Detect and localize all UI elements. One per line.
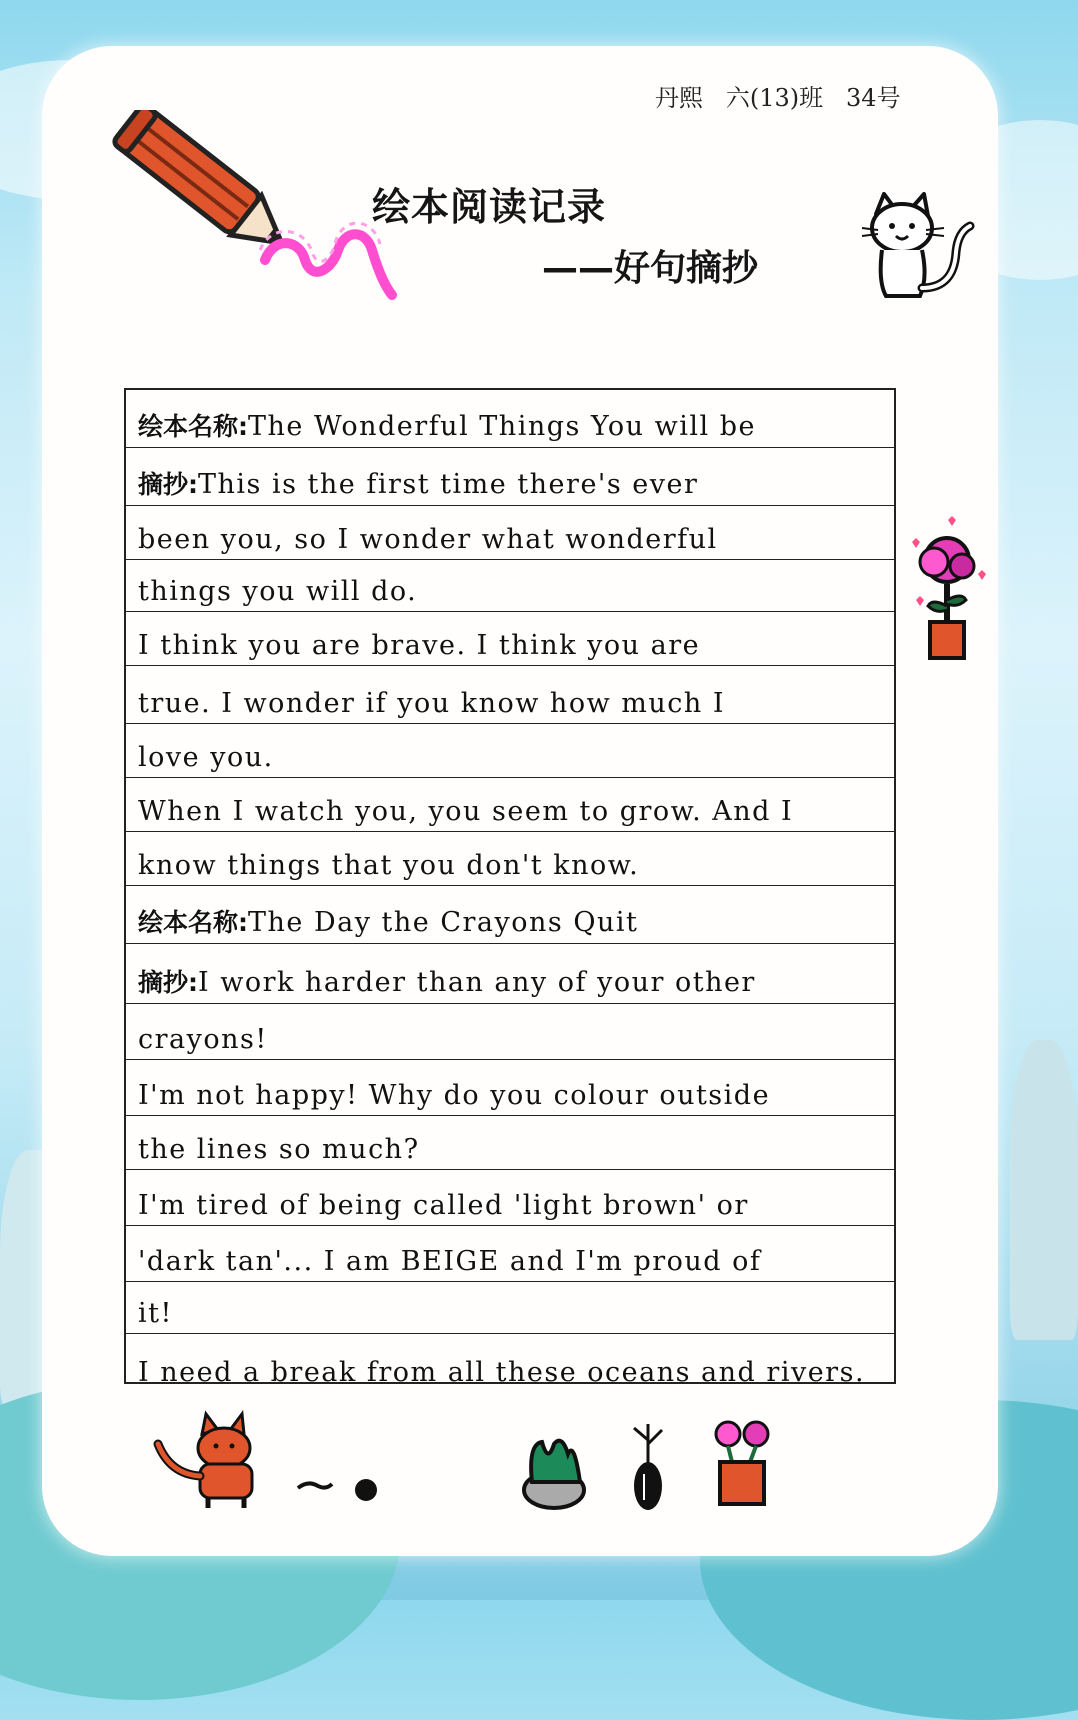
excerpt-line: I need a break from all these oceans and rivers. [138, 1357, 866, 1388]
excerpt-line: I work harder than any of your other [198, 967, 756, 998]
pencil-icon [100, 110, 400, 320]
flower-pot-icon [902, 514, 992, 664]
excerpt-label: 摘抄: [138, 968, 198, 997]
reading-record-table [124, 388, 896, 1388]
excerpt-line: love you. [138, 742, 274, 773]
excerpt-row [126, 1116, 894, 1170]
excerpt-row [126, 1226, 894, 1282]
excerpt-row [126, 1170, 894, 1226]
excerpt-row [126, 612, 894, 666]
excerpt-row [126, 778, 894, 832]
excerpt-row [126, 1334, 894, 1392]
flower-box-icon [716, 1422, 768, 1504]
excerpt-line: know things that you don't know. [138, 850, 640, 881]
book-label: 绘本名称: [138, 412, 248, 441]
excerpt-line: This is the first time there's ever [198, 469, 699, 500]
excerpt-row [126, 1060, 894, 1116]
excerpt-row [126, 944, 894, 1004]
page-title: 绘本阅读记录 [372, 185, 607, 229]
excerpt-line: true. I wonder if you know how much I [138, 688, 726, 719]
book-title: The Wonderful Things You will be [248, 411, 757, 442]
orange-cat-icon [158, 1414, 252, 1508]
book-title-row [126, 390, 894, 448]
excerpt-line: been you, so I wonder what wonderful [138, 524, 718, 555]
excerpt-label: 摘抄: [138, 470, 198, 499]
excerpt-row [126, 724, 894, 778]
page-subtitle: ——好句摘抄 [542, 248, 759, 289]
excerpt-line: I'm not happy! Why do you colour outside [138, 1080, 771, 1111]
excerpt-row [126, 666, 894, 724]
book-title: The Day the Crayons Quit [248, 907, 639, 938]
vase-icon [634, 1424, 662, 1510]
excerpt-row [126, 448, 894, 506]
book-title-row [126, 886, 894, 944]
excerpt-line: I'm tired of being called 'light brown' or [138, 1190, 749, 1221]
excerpt-row [126, 506, 894, 560]
excerpt-line: things you will do. [138, 576, 418, 607]
excerpt-row [126, 1004, 894, 1060]
excerpt-row [126, 832, 894, 886]
excerpt-row [126, 1282, 894, 1334]
student-info: 丹熙 六(13)班 34号 [655, 84, 901, 112]
cactus-pot-icon [524, 1441, 584, 1508]
book-label: 绘本名称: [138, 908, 248, 937]
excerpt-line: crayons! [138, 1024, 268, 1055]
excerpt-line: When I watch you, you seem to grow. And I [138, 796, 794, 827]
excerpt-line: 'dark tan'... I am BEIGE and I'm proud of [138, 1246, 762, 1277]
excerpt-row [126, 560, 894, 612]
cat-icon [858, 192, 978, 302]
excerpt-line: I think you are brave. I think you are [138, 630, 701, 661]
ball-icon [298, 1479, 377, 1501]
excerpt-line: the lines so much? [138, 1134, 420, 1165]
bottom-decorations [150, 1404, 790, 1514]
excerpt-line: it! [138, 1298, 173, 1329]
background-tree [1010, 1040, 1078, 1340]
